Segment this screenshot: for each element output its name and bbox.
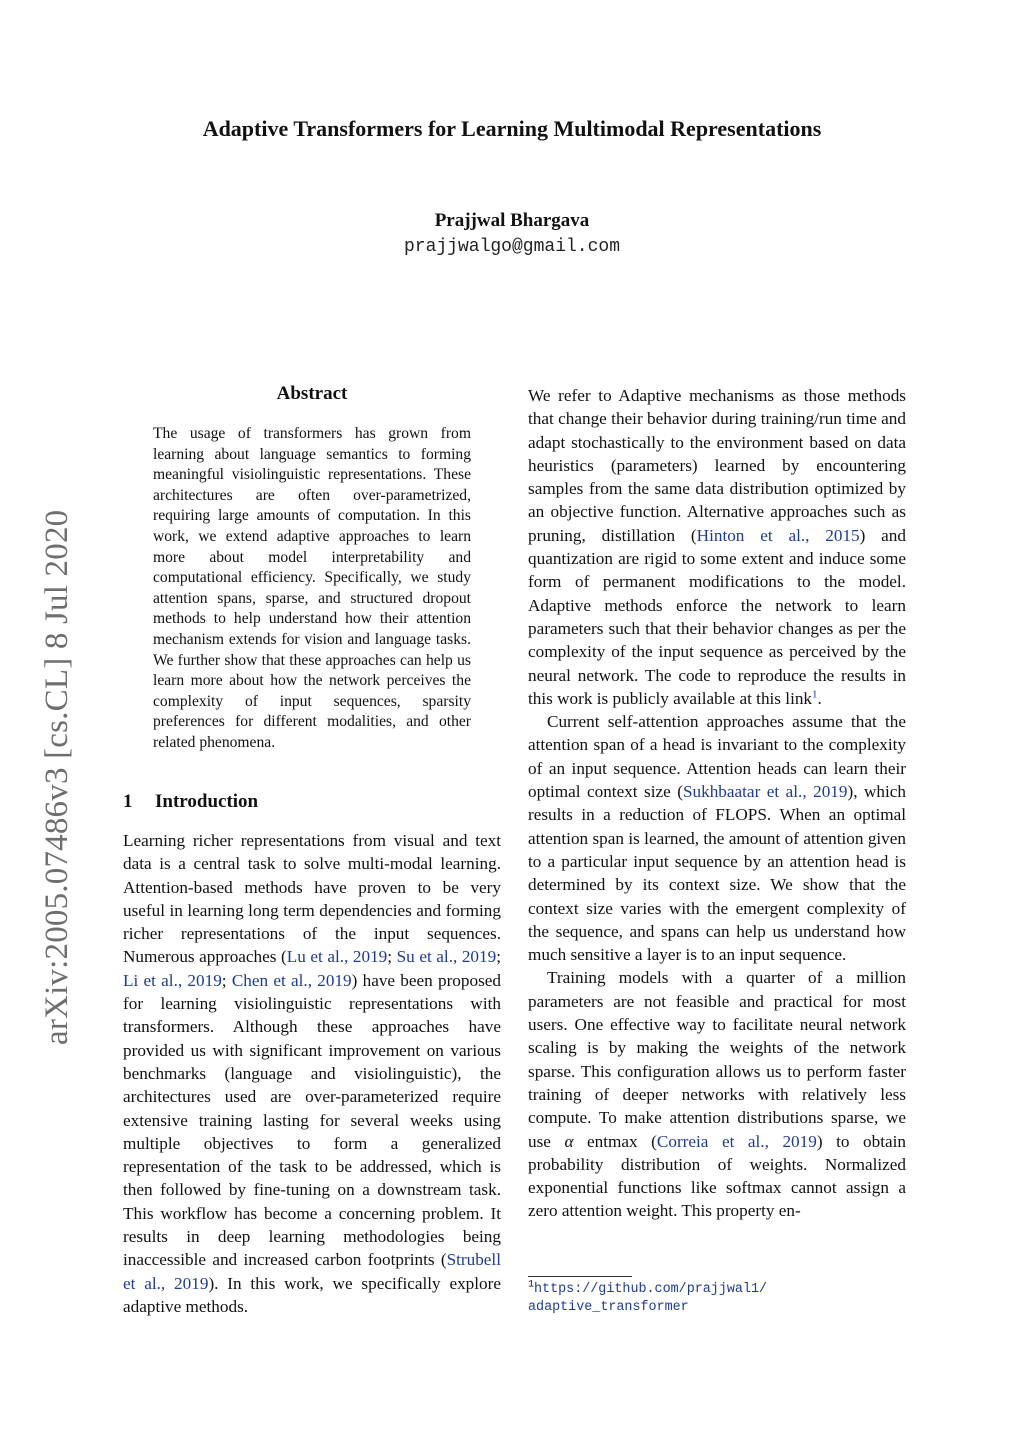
section-heading-introduction (123, 791, 258, 813)
abstract-heading: Abstract (276, 383, 348, 404)
footnote-url-line-1[interactable]: https://github.com/prajjwal1/ (534, 1282, 768, 1297)
citation-su-2019[interactable]: Su et al., 2019 (396, 947, 497, 967)
author-name: Prajjwal Bhargava (434, 210, 590, 231)
footnote (528, 1281, 908, 1317)
citation-strubell-2019[interactable]: Strubell et al., 2019 (123, 1250, 501, 1293)
citation-correia-2019[interactable]: Correia et al., 2019 (656, 1131, 817, 1151)
alpha-symbol: α (564, 1131, 574, 1151)
paragraph-sparsity: Training models with a quarter of a million parameters are not feasible and practical for most users. One effective way to facilitate neural network scaling is by making the weights of the network sparse. This configuration allows us to perform faster training of deeper networks with relatively less compute. To make attention distributions sparse, we use α entmax (Correia et al., 2019) to obtain probability distribution of weights. Normalized exponential functions like softmax cannot assign a zero attention weight. This property en- (528, 968, 906, 1221)
section-number: 1 (123, 791, 133, 812)
section-title: Introduction (155, 791, 259, 812)
introduction-left-column (123, 829, 501, 1318)
paragraph-attention-span: Current self-attention approaches assume that the attention span of a head is invariant to the complexity of an input sequence. Attention heads can learn their optimal context size (Sukhbaatar et al., 2019), which results in a reduction of FLOPS. When an optimal attention span is learned, the amount of attention given to a particular input sequence by an attention head is determined by its context size. We show that the context size varies with the emergent complexity of the sequence, and spans can help us understand how much sensitive a layer is to an input sequence. (528, 712, 906, 965)
right-column (528, 384, 906, 1223)
citation-lu-2019[interactable]: Lu et al., 2019 (286, 947, 388, 967)
abstract-text: The usage of transformers has grown from learning about language semantics to forming meaningful visiolinguistic representations. These architectures are often over-parametrized, requiring large amounts of computation. In this work, we extend adaptive approaches to learn more about model interpretability and computational efficiency. Specifically, we study attention spans, sparse, and structured dropout methods to help understand how their attention mechanism extends for vision and language tasks. We further show that these approaches can help us learn more about how the network perceives the complexity of input sequences, sparsity preferences for different modalities, and other related phenomena. (153, 425, 471, 751)
author-email[interactable]: prajjwalgo@gmail.com (403, 237, 621, 257)
citation-sukhbaatar-2019[interactable]: Sukhbaatar et al., 2019 (682, 782, 848, 802)
citation-chen-2019[interactable]: Chen et al., 2019 (231, 970, 352, 990)
footnote-divider (528, 1276, 632, 1277)
citation-li-2019[interactable]: Li et al., 2019 (123, 970, 222, 990)
citation-hinton-2015[interactable]: Hinton et al., 2015 (696, 525, 860, 545)
intro-paragraph-1: Learning richer representations from visual and text data is a central task to solve multi-modal learning. Attention-based methods have proven to be very useful in learning long term dependencies and forming richer representations of the input sequences. Numerous approaches (Lu et al., 2019; Su et al., 2019; Li et al., 2019; Chen et al., 2019) have been proposed for learning visiolinguistic representations with transformers. Although these approaches have provided us with significant improvement on various benchmarks (language and visiolinguistic), the architectures used are over-parameterized require extensive training lasting for several weeks using multiple objectives to form a generalized representation of the task to be addressed, which is then followed by fine-tuning on a downstream task. This workflow has become a concerning problem. It results in deep learning methodologies being inaccessible and increased carbon footprints (Strubell et al., 2019). In this work, we specifically explore adaptive methods. (123, 831, 502, 1316)
footnote-marker[interactable]: 1 (812, 688, 818, 701)
paragraph-adaptive-mechanisms: We refer to Adaptive mechanisms as those methods that change their behavior during training/run time and adapt stochastically to the environment based on data heuristics (parameters) learned by encountering samples from the same data distribution optimized by an objective function. Alternative approaches such as pruning, distillation (Hinton et al., 2015) and quantization are rigid to some extent and induce some form of permanent modifications to the model. Adaptive methods enforce the network to learn parameters such that their behavior changes as per the complexity of the input sequence as perceived by the neural network. The code to reproduce the results in this work is publicly available at this link$^1$. (528, 386, 906, 708)
paper-title: Adaptive Transformers for Learning Multimodal Representations (202, 116, 822, 141)
arxiv-identifier: arXiv:2005.07486v3 [cs.CL] 8 Jul 2020 (39, 509, 75, 1045)
footnote-url-line-2[interactable]: adaptive_transformer (528, 1300, 689, 1315)
footnote-number: 1 (528, 1279, 535, 1291)
